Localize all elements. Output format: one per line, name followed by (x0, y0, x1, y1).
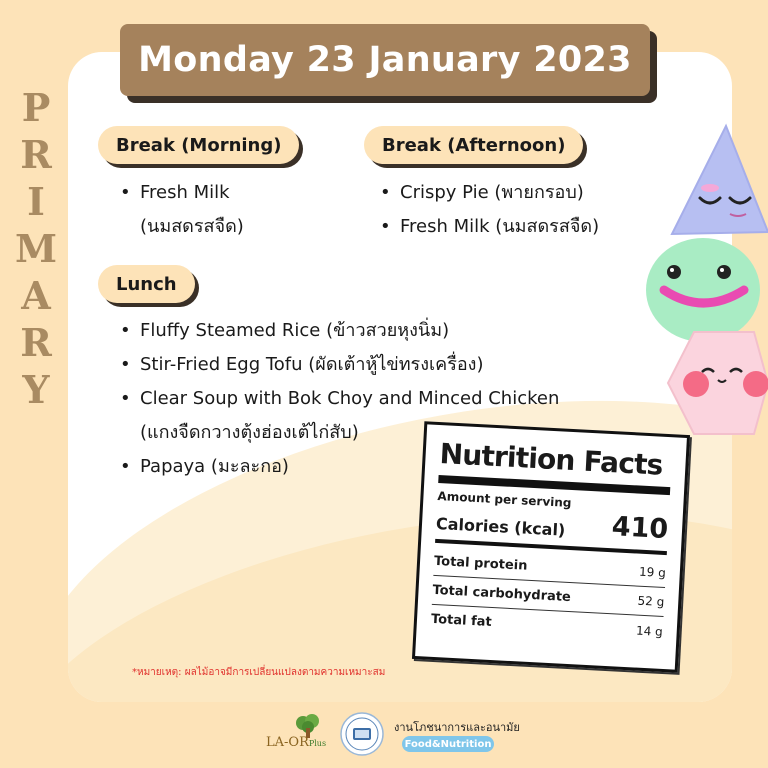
list-item (118, 348, 559, 382)
break-afternoon-label-text: Break (Afternoon) (382, 134, 566, 156)
nutrition-title: Nutrition Facts (438, 437, 664, 482)
list-item (118, 314, 559, 348)
lunch-label-text: Lunch (116, 273, 177, 295)
smiling-circle-icon (644, 236, 762, 344)
list-item-text: Clear Soup with Bok Choy and Minced Chicken (140, 388, 560, 409)
list-item-text: Stir-Fried Egg Tofu (ผัดเต้าหู้ไข่ทรงเครื่อง) (140, 354, 484, 375)
logo-plus-text: Plus (308, 739, 327, 748)
nutrient-label: Total protein (433, 553, 528, 574)
blushing-hexagon-icon (664, 330, 768, 436)
sleepy-triangle-icon (664, 122, 768, 244)
footer (0, 712, 768, 762)
food-nutrition-badge: Food&Nutrition (402, 736, 494, 752)
list-item (378, 210, 599, 244)
nutrient-value: 19 g (638, 564, 667, 581)
serving-label: Amount per serving (437, 489, 572, 511)
calories-label: Calories (kcal) (435, 513, 566, 540)
primary-letter: Y (22, 367, 50, 412)
list-item-text: Fluffy Steamed Rice (ข้าวสวยหุงนิ่ม) (140, 320, 450, 341)
break-afternoon-label (364, 126, 583, 164)
page-title: Monday 23 January 2023 (138, 40, 632, 80)
break-morning-label (98, 126, 299, 164)
nutrient-value: 52 g (637, 593, 665, 609)
primary-letter: A (21, 273, 51, 318)
department-label: งานโภชนาการและอนามัย (394, 721, 520, 734)
list-item (118, 176, 244, 244)
logo-main-text: LA-OR (266, 735, 309, 750)
list-item-text: (นมสดรสจืด) (140, 216, 244, 237)
fruit-change-note: *หมายเหตุ: ผลไม้อาจมีการเปลี่ยนแปลงตามความเหมาะสม (132, 667, 386, 678)
lunch-label (98, 265, 195, 303)
break-afternoon-list (378, 176, 599, 244)
primary-letter: M (14, 226, 58, 271)
primary-vertical-label (14, 84, 58, 413)
list-item-text: (แกงจืดกวางตุ้งฮ่องเต้ไก่สับ) (140, 422, 359, 443)
primary-letter: R (20, 320, 52, 365)
nutrient-label: Total carbohydrate (432, 582, 572, 605)
break-morning-list (118, 176, 244, 244)
nutrient-label: Total fat (430, 611, 493, 630)
school-seal-icon (340, 712, 384, 756)
nutrient-value: 14 g (635, 623, 664, 639)
primary-letter: R (20, 132, 52, 177)
break-morning-label-text: Break (Morning) (116, 134, 282, 156)
list-item-text: Fresh Milk (140, 182, 230, 203)
primary-letter: I (27, 179, 45, 224)
list-item-text: Fresh Milk (นมสดรสจืด) (400, 216, 600, 237)
primary-letter: P (21, 85, 51, 130)
list-item (378, 176, 599, 210)
nutrition-facts-label (412, 421, 690, 673)
calories-value: 410 (610, 511, 669, 546)
list-item-text: Papaya (มะละกอ) (140, 456, 289, 477)
list-item-text: Crispy Pie (พายกรอบ) (400, 182, 584, 203)
la-or-plus-logo (266, 735, 326, 750)
date-title-banner (120, 24, 650, 96)
